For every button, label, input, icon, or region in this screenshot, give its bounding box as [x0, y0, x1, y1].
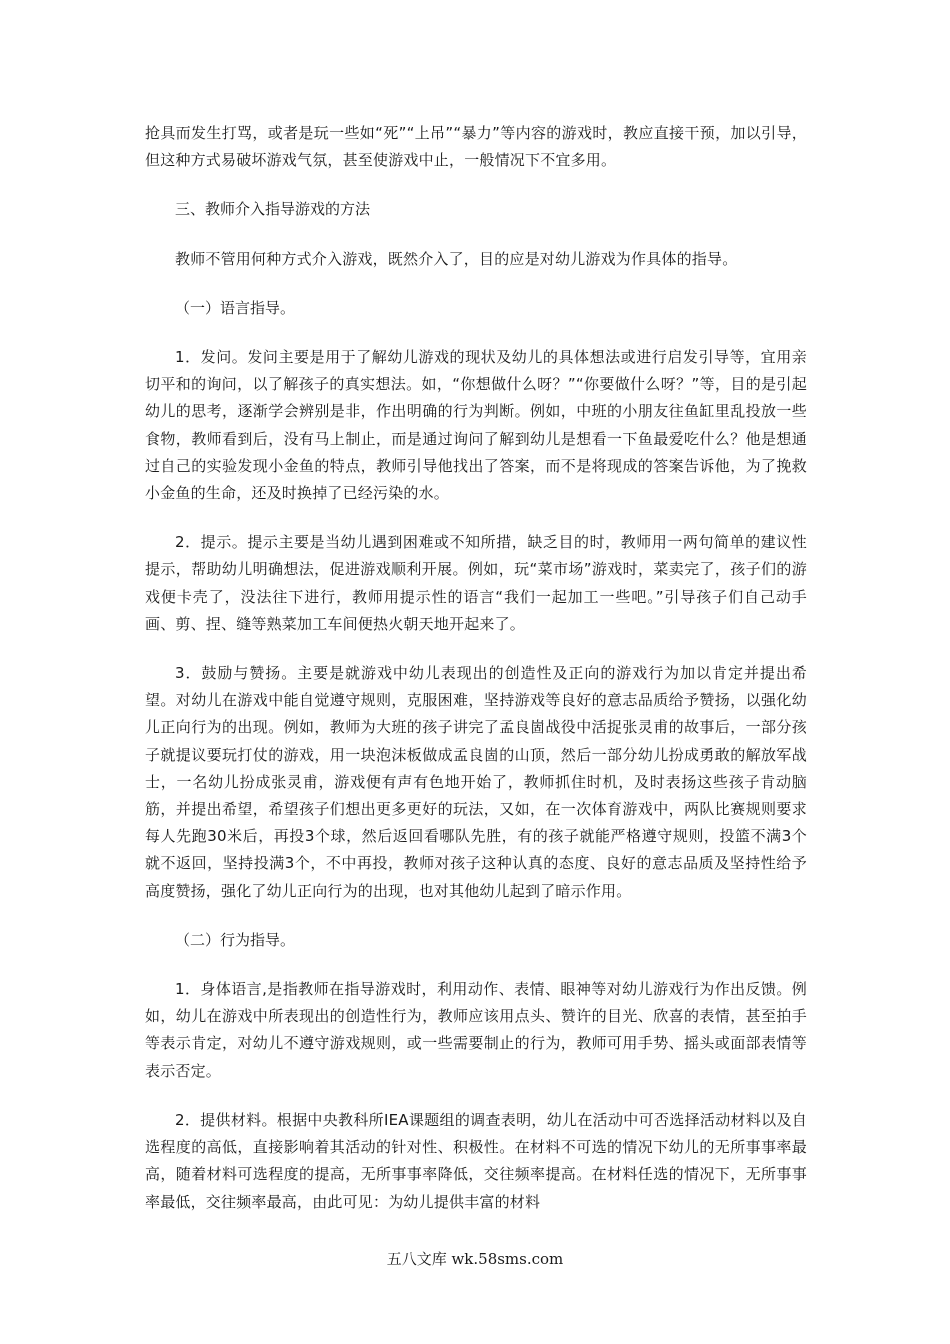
page-footer: 五八文库 wk.58sms.com	[386, 1250, 564, 1268]
paragraph: 抢具而发生打骂，或者是玩一些如“死”“上吊”“暴力”等内容的游戏时，教应直接干预，加以引导，但这种方式易破坏游戏气氛，甚至使游戏中止，一般情况下不宜多用。	[145, 124, 807, 170]
paragraph: 2．提示。提示主要是当幼儿遇到困难或不知所措，缺乏目的时，教师用一两句简单的建议性提示，帮助幼儿明确想法，促进游戏顺利开展。例如，玩“菜市场”游戏时，菜卖完了，孩子们的游戏便卡壳了，没法往下进行，教师用提示性的语言“我们一起加工一些吧。”引导孩子们自己动手画、剪、捏、缝等熟菜加工车间便热火朝天地开起来了。	[145, 533, 807, 633]
subsection-heading: （一）语言指导。	[175, 298, 296, 317]
paragraph: 教师不管用何种方式介入游戏，既然介入了，目的应是对幼儿游戏为作具体的指导。	[175, 249, 738, 268]
section-heading: 三、教师介入指导游戏的方法	[175, 200, 371, 219]
subsection-heading: （二）行为指导。	[175, 930, 296, 949]
paragraph: 1．身体语言,是指教师在指导游戏时，利用动作、表情、眼神等对幼儿游戏行为作出反馈。例如，幼儿在游戏中所表现出的创造性行为，教师应该用点头、赞许的目光、欣喜的表情，甚至拍手等表示肯定，对幼儿不遵守游戏规则，或一些需要制止的行为，教师可用手势、摇头或面部表情等表示否定。	[145, 980, 807, 1080]
paragraph: 3．鼓励与赞扬。主要是就游戏中幼儿表现出的创造性及正向的游戏行为加以肯定并提出希望。对幼儿在游戏中能自觉遵守规则，克服困难，坚持游戏等良好的意志品质给予赞扬，以强化幼儿正向行为的出现。例如，教师为大班的孩子讲完了孟良崮战役中活捉张灵甫的故事后，一部分孩子就提议要玩打仗的游戏，用一块泡沫板做成孟良崮的山顶，然后一部分幼儿扮成勇敢的解放军战士，一名幼儿扮成张灵甫，游戏便有声有色地开始了，教师抓住时机，及时表扬这些孩子肯动脑筋，并提出希望，希望孩子们想出更多更好的玩法，又如，在一次体育游戏中，两队比赛规则要求每人先跑30米后，再投3个球，然后返回看哪队先胜，有的孩子就能严格遵守规则，投篮不满3个就不返回，坚持投满3个，不中再投，教师对孩子这种认真的态度、良好的意志品质及坚持性给予高度赞扬，强化了幼儿正向行为的出现，也对其他幼儿起到了暗示作用。	[145, 664, 807, 900]
document-body	[145, 120, 807, 1238]
paragraph: 1．发问。发问主要是用于了解幼儿游戏的现状及幼儿的具体想法或进行启发引导等，宜用亲切平和的询问，以了解孩子的真实想法。如，“你想做什么呀？”“你要做什么呀？”等，目的是引起幼儿的思考，逐渐学会辨别是非，作出明确的行为判断。例如，中班的小朋友往鱼缸里乱投放一些食物，教师看到后，没有马上制止，而是通过询问了解到幼儿是想看一下鱼最爱吃什么？他是想通过自己的实验发现小金鱼的特点，教师引导他找出了答案，而不是将现成的答案告诉他，为了挽救小金鱼的生命，还及时换掉了已经污染的水。	[145, 348, 807, 503]
paragraph: 2．提供材料。根据中央教科所IEA课题组的调查表明，幼儿在活动中可否选择活动材料以及自选程度的高低，直接影响着其活动的针对性、积极性。在材料不可选的情况下幼儿的无所事事率最高，随着材料可选程度的提高，无所事事率降低，交往频率提高。在材料任选的情况下，无所事事率最低，交往频率最高，由此可见：为幼儿提供丰富的材料	[145, 1110, 807, 1211]
